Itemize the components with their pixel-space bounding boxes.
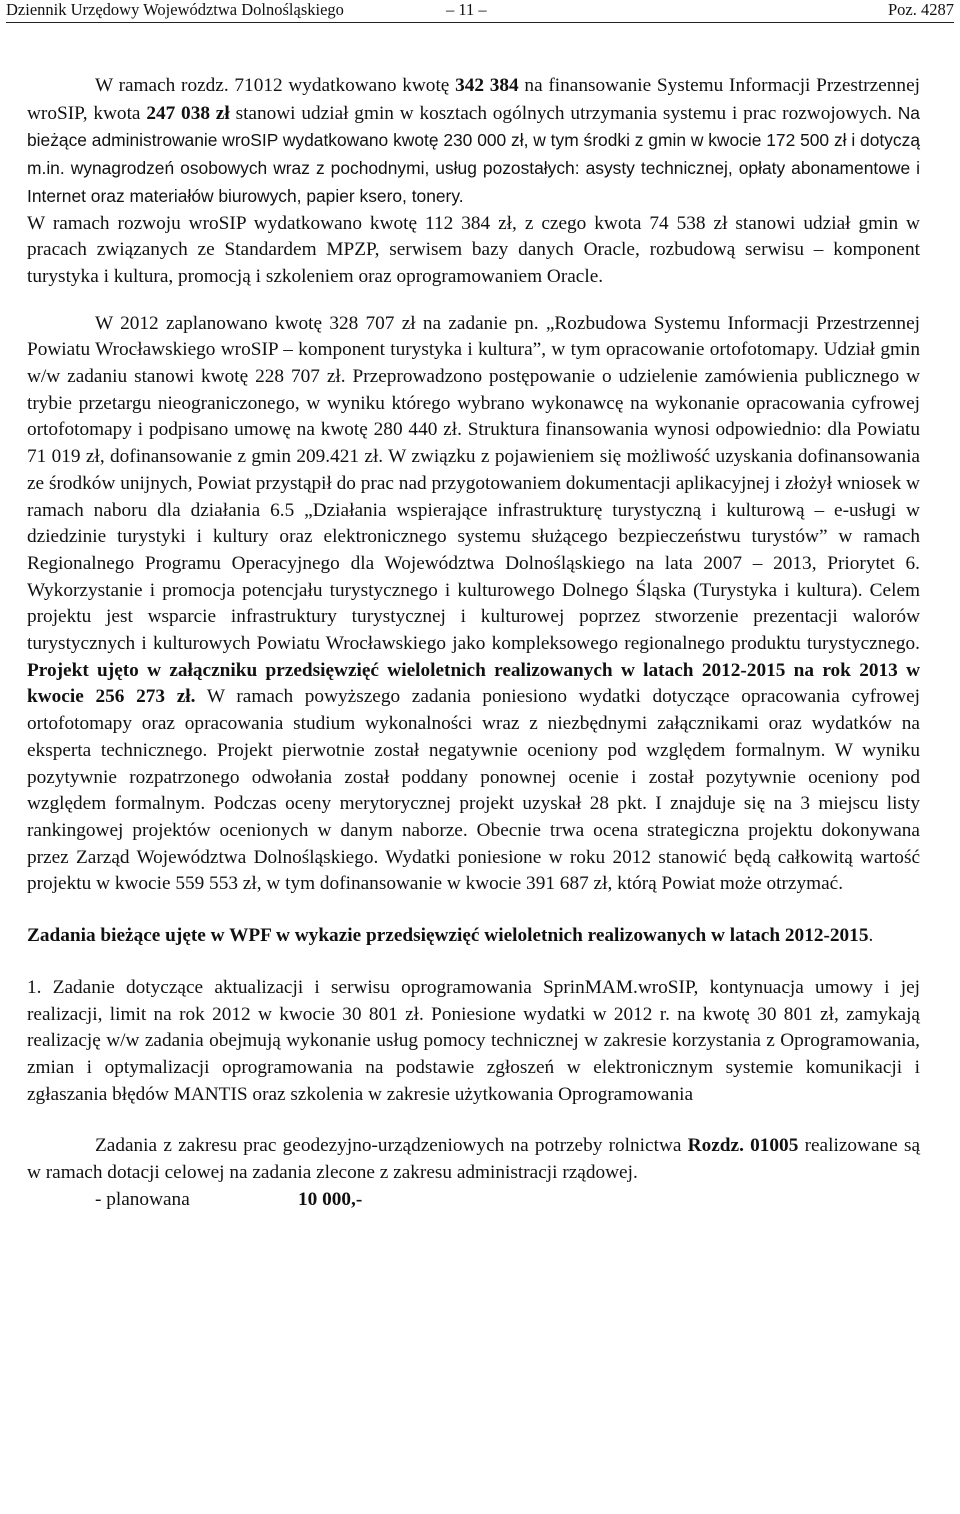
text-run: Zadania z zakresu prac geodezyjno-urządzeniowych na potrzeby rolnictwa [95,1135,682,1157]
page-header [6,0,954,23]
planned-label: - planowana [95,1188,190,1210]
text-run: W ramach powyższego zadania poniesiono wydatki dotyczące opracowania cyfrowej ortofotomapy oraz opracowania studium wykonalności wraz z niezbędnymi załącznikami oraz wydatków na eksperta technicznego. Projekt pierwotnie został negatywnie oceniony pod względem formalnym. W wyniku pozytywnie rozpatrzonego odwołania został poddany ponownej ocenie i został pozytywnie oceniony pod względem formalnym. Podczas oceny merytorycznej projekt uzyskał 28 pkt. I znajduje się na 3 miejscu listy rankingowej projektów ocenionych w danym naborze. Obecnie trwa ocena strategiczna projektu dokonywana przez Zarząd Województwa Dolnośląskiego. Wydatki poniesione w roku 2012 stanowić będą całkowitą wartość projektu w kwocie 559 553 zł, w tym dofinansowanie w kwocie 391 687 zł, którą Powiat może otrzymać. [27,686,920,895]
position-number: Poz. 4287 [888,0,954,19]
text-run: W 2012 zaplanowano kwotę 328 707 zł na zadanie pn. „Rozbudowa Systemu Informacji Przestrzennej Powiatu Wrocławskiego wroSIP – komponent turystyka i kultura”, w tym opracowanie ortofotomapy. Udział gmin w/w zadaniu stanowi kwotę 228 707 zł. Przeprowadzono postępowanie o udzielenie zamówienia publicznego w trybie przetargu nieograniczonego, w wyniku którego wybrano wykonawcę na wykonanie opracowania cyfrowej ortofotomapy i podpisano umowę na kwotę 280 440 zł. Struktura finansowania wynosi odpowiednio: dla Powiatu 71 019 zł, dofinansowanie z gmin 209.421 zł. W związku z pojawieniem się możliwość uzyskania dofinansowania ze środków unijnych, Powiat przystąpił do prac nad przygotowaniem dokumentacji aplikacyjnej i złożył wniosek w ramach naboru dla działania 6.5 „Działania wspierające infrastrukturę turystyczną i kulturową – e-usługi w dziedzinie turystyki i kultury oraz elektronicznego systemu służącego bezpieczeństwu turystów” w ramach Regionalnego Programu Operacyjnego dla Województwa Dolnośląskiego na lata 2007 – 2013, Priorytet 6. Wykorzystanie i promocja potencjału turystycznego i kulturowego Dolnego Śląska (Turystyka i kultura). Celem projektu jest wsparcie infrastruktury turystycznej i kulturowej poprzez stworzenie prezentacji walorów turystycznych i kulturowych Powiatu Wrocławskiego jako kompleksowego regionalnego produktu turystycznego. [27,312,920,655]
text-run: na finansowanie Systemu Informacji Przestrzennej wroSIP, kwota [27,75,920,124]
heading-bold: Zadania bieżące ujęte w WPF w wykazie przedsięwzięć wieloletnich realizowanych w latach 2012-2015 [27,925,869,947]
planned-amount-row [27,1187,920,1214]
section-heading [27,923,920,950]
page-number: – 11 – [446,0,487,19]
amount-bold: 247 038 zł [146,102,230,124]
paragraph-development: W ramach rozwoju wroSIP wydatkowano kwotę 112 384 zł, z czego kwota 74 538 zł stanowi udział gmin w pracach związanych ze Standardem MPZP, serwisem bazy danych Oracle, rozbudową serwisu – komponent turystyka i kultura, promocją i szkoleniem oraz oprogramowaniem Oracle. [27,212,920,287]
heading-tail: . [868,925,874,947]
document-body [27,73,920,1213]
paragraph-wrosip-expenses [27,73,920,211]
administration-text: Na bieżące administrowanie wroSIP wydatkowano kwotę 230 000 zł, w tym środki z gmin w kwocie 172 500 zł i dotyczą m.in. wynagrodzeń osobowych wraz z pochodnymi, usług pozostałych: asysty technicznej, opłaty abonamentowe i Internet oraz materiałów biurowych, papier ksero, tonery. [27,102,920,206]
project-highlight: Projekt ujęto w załączniku przedsięwzięć wieloletnich realizowanych w latach 2012-2015 na rok 2013 w kwocie 256 273 zł. [27,659,920,708]
text-run: W ramach rozdz. 71012 wydatkowano kwotę [95,75,450,96]
amount-bold: 342 384 [455,75,519,96]
text-run: stanowi udział gmin w kosztach ogólnych utrzymania systemu i prac rozwojowych. [235,102,892,124]
paragraph-project [27,311,920,898]
journal-title: Dziennik Urzędowy Województwa Dolnośląskiego [6,0,344,19]
chapter-code: Rozdz. 01005 [687,1135,799,1157]
paragraph-geodesy [27,1133,920,1186]
text-run: realizowane są w ramach dotacji celowej na zadania zlecone z zakresu administracji rządowej. [27,1135,921,1184]
planned-value: 10 000,- [298,1188,363,1210]
list-item-1: 1. Zadanie dotyczące aktualizacji i serwisu oprogramowania SprinMAM.wroSIP, kontynuacja umowy i jej realizacji, limit na rok 2012 w kwocie 30 801 zł. Poniesione wydatki w 2012 r. na kwotę 30 801 zł, zamykają realizację w/w zadania obejmują wykonanie usług pomocy technicznej w zakresie korzystania z Oprogramowania, zmian i optymalizacji oprogramowania na podstawie zgłoszeń w elektronicznym systemie komunikacji i zgłaszania błędów MANTIS oraz szkolenia w zakresie użytkowania Oprogramowania [27,976,920,1105]
